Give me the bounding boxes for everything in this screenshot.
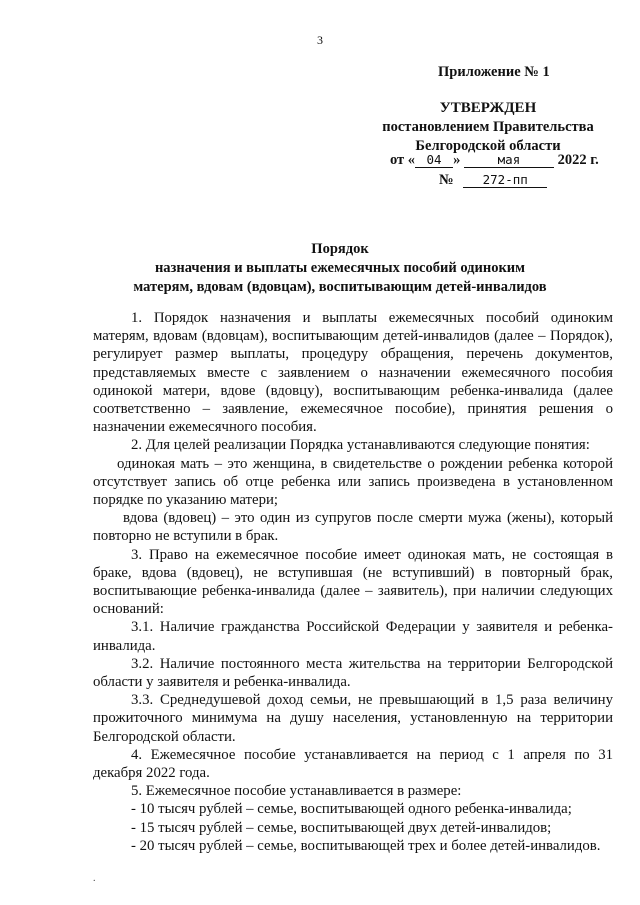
paragraph-3-3: 3.3. Среднедушевой доход семьи, не превышающий в 1,5 раза величину прожиточного минимума на душу населения, установленную на территории Белгородской области. [93, 692, 613, 745]
document-body [93, 309, 613, 855]
paragraph-3-1: 3.1. Наличие гражданства Российской Федерации у заявителя и ребенка-инвалида. [93, 619, 613, 654]
title-line-2: назначения и выплаты ежемесячных пособий одиноким [154, 260, 526, 276]
paragraph-1: 1. Порядок назначения и выплаты ежемесячных пособий одиноким матерям, вдовам (вдовцам), воспитывающим детей-инвалидов (далее – Порядок), регулирует размер выплаты, процедуру обращения, перечень документов, представляемых вместе с заявлением о назначении ежемесячного пособия одинокой матери, вдове (вдовцу), воспитывающим ребенка-инвалида (далее соответственно – заявление, ежемесячное пособие), принятия решения о назначении ежемесячного пособия. [93, 310, 613, 436]
page-number: 3 [317, 33, 323, 47]
paragraph-definition-mother: одинокая мать – это женщина, в свидетельстве о рождении ребенка которой отсутствует запись об отце ребенка или запись произведена в установленном порядке по указанию матери; [93, 455, 613, 509]
number-value: 272-пп [463, 173, 547, 188]
approval-number [439, 172, 547, 189]
date-year: 2022 г. [557, 152, 599, 168]
paragraph-2: 2. Для целей реализации Порядка устанавливаются следующие понятия: [131, 437, 590, 454]
document-title [60, 240, 620, 297]
date-month: мая [464, 153, 554, 168]
paragraph-4: 4. Ежемесячное пособие устанавливается на период с 1 апреля по 31 декабря 2022 года. [93, 746, 613, 782]
paragraph-3-2: 3.2. Наличие постоянного места жительства на территории Белгородской области у заявителя и ребенка-инвалида. [93, 655, 613, 691]
approval-date [390, 152, 599, 169]
approved-by-line-2: Белгородской области [415, 138, 561, 154]
approval-block [360, 99, 616, 156]
paragraph-3: 3. Право на ежемесячное пособие имеет одинокая мать, не состоящая в браке, вдова (вдовец), не вступившая (не вступивший) в повторный брак, воспитывающие ребенка-инвалида (далее – заявитель), при наличии следующих оснований: [93, 546, 613, 618]
paragraph-5: 5. Ежемесячное пособие устанавливается в размере: [131, 783, 462, 800]
date-day: 04 [415, 153, 453, 168]
date-prefix: от « [390, 152, 416, 168]
scan-mark: . [93, 873, 96, 884]
appendix-label: Приложение № 1 [438, 64, 550, 80]
list-item: - 20 тысяч рублей – семье, воспитывающей трех и более детей-инвалидов. [131, 837, 601, 854]
list-item: - 10 тысяч рублей – семье, воспитывающей одного ребенка-инвалида; [131, 801, 572, 818]
paragraph-definition-widow: вдова (вдовец) – это один из супругов после смерти мужа (жены), который повторно не вступили в брак. [93, 510, 613, 545]
date-mid: » [453, 152, 461, 168]
title-line-3: матерям, вдовам (вдовцам), воспитывающим детей-инвалидов [133, 279, 547, 295]
number-prefix: № [439, 172, 454, 188]
approved-heading: УТВЕРЖДЕН [439, 100, 537, 116]
approved-by-line-1: постановлением Правительства [382, 119, 594, 135]
list-item: - 15 тысяч рублей – семье, воспитывающей двух детей-инвалидов; [131, 819, 552, 836]
title-line-1: Порядок [311, 241, 369, 257]
